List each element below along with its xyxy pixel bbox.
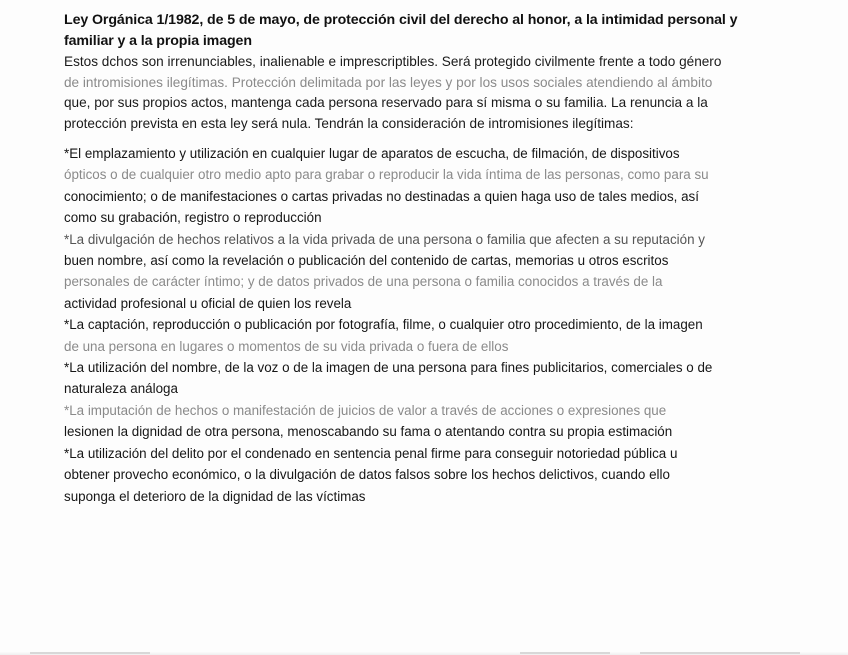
list-item	[64, 357, 774, 400]
list-item-line: personales de carácter íntimo; y de datos privados de una persona o familia conocidos a través de la	[64, 274, 663, 290]
list-item-line: lesionen la dignidad de otra persona, menoscabando su fama o atentando contra su propia estimación	[64, 424, 673, 440]
list-item-line: *La utilización del delito por el condenado en sentencia penal firme para conseguir notoriedad pública u	[64, 445, 678, 461]
scan-artifact	[30, 652, 150, 654]
list-item-line: *La imputación de hechos o manifestación de juicios de valor a través de acciones o expresiones que	[64, 402, 667, 418]
list-item-line: *La captación, reproducción o publicación por fotografía, filme, o cualquier otro procedimiento, de la imagen	[64, 317, 703, 333]
list-item-line: *La utilización del nombre, de la voz o de la imagen de una persona para fines publicitarios, comerciales o de	[64, 360, 713, 376]
list-item-line: de una persona en lugares o momentos de su vida privada o fuera de ellos	[64, 338, 509, 354]
document-title: Ley Orgánica 1/1982, de 5 de mayo, de protección civil del derecho al honor, a la intimidad personal y familiar y a la propia imagen	[64, 12, 738, 49]
list-item	[64, 400, 774, 443]
list-item-line: como su grabación, registro o reproducción	[64, 210, 322, 226]
list-item-line: *El emplazamiento y utilización en cualquier lugar de aparatos de escucha, de filmación, de dispositivos	[64, 146, 680, 161]
list-item-line: obtener provecho económico, o la divulgación de datos falsos sobre los hechos delictivos, cuando ello	[64, 467, 670, 483]
intro-line: que, por sus propios actos, mantenga cada persona reservado para sí misma o su familia. La renuncia a la	[64, 95, 708, 110]
intro-line: Estos dchos son irrenunciables, inalienable e imprescriptibles. Será protegido civilmente frente a todo género	[64, 54, 722, 69]
list-item	[64, 143, 774, 229]
list-item-line: *La divulgación de hechos relativos a la vida privada de una persona o familia que afecten a su reputación y	[64, 231, 705, 247]
list-item	[64, 443, 774, 507]
scan-artifact	[640, 652, 800, 654]
list-item-line: suponga el deterioro de la dignidad de las víctimas	[64, 488, 366, 504]
list-item-line: conocimiento; o de manifestaciones o cartas privadas no destinadas a quien haga uso de tales medios, así	[64, 188, 699, 204]
list-item-line: naturaleza análoga	[64, 381, 178, 397]
list-item	[64, 314, 774, 357]
intro-line: de intromisiones ilegítimas. Protección delimitada por las leyes y por los usos sociales atendiendo al ámbito	[64, 74, 713, 90]
document-body	[64, 10, 774, 507]
list-item	[64, 229, 774, 315]
intro-line: protección prevista en esta ley será nula. Tendrán la consideración de intromisiones ilegítimas:	[64, 115, 634, 131]
list-item-line: actividad profesional u oficial de quien los revela	[64, 295, 352, 311]
list-item-line: ópticos o de cualquier otro medio apto para grabar o reproducir la vida íntima de las personas, como para su	[64, 167, 709, 183]
scan-artifact	[520, 652, 610, 654]
intro-paragraph	[64, 52, 774, 134]
list-item-line: buen nombre, así como la revelación o publicación del contenido de cartas, memorias u otros escritos	[64, 253, 669, 269]
